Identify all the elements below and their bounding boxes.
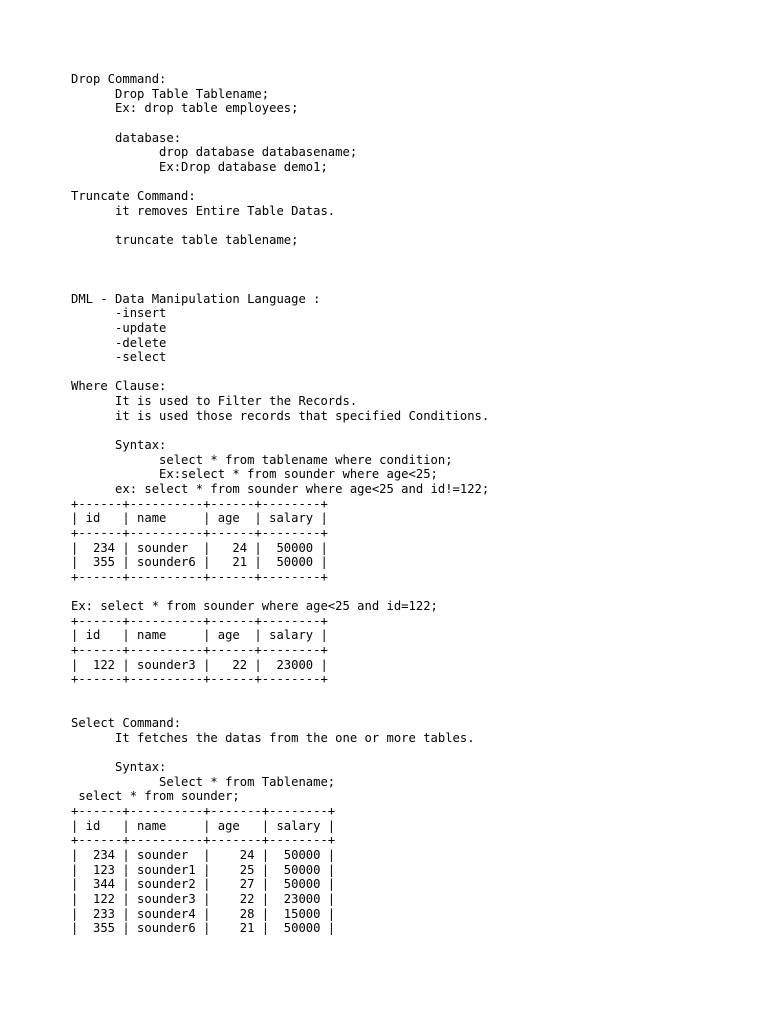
text-line: Ex:select * from sounder where age<25; xyxy=(71,467,438,482)
text-line: Ex:Drop database demo1; xyxy=(71,159,328,174)
text-line: it removes Entire Table Datas. xyxy=(71,203,336,218)
text-line: +------+----------+------+--------+ xyxy=(71,672,328,687)
text-line xyxy=(71,277,489,292)
text-line: | 234 | sounder | 24 | 50000 | xyxy=(71,540,328,555)
text-line xyxy=(71,218,489,233)
text-line: | id | name | age | salary | xyxy=(71,818,336,833)
text-line xyxy=(71,702,489,717)
text-line: select * from sounder; xyxy=(71,789,240,804)
text-line: it is used those records that specified Conditions. xyxy=(71,408,490,423)
text-line: Ex: drop table employees; xyxy=(71,101,299,116)
text-line: -select xyxy=(71,350,167,365)
text-line: Truncate Command: xyxy=(71,189,196,204)
text-line: +------+----------+------+--------+ xyxy=(71,496,328,511)
text-line xyxy=(71,116,489,131)
text-line: DML - Data Manipulation Language : xyxy=(71,291,321,306)
text-line: Syntax: xyxy=(71,438,167,453)
text-line: ex: select * from sounder where age<25 and id!=122; xyxy=(71,481,490,496)
text-line: Drop Table Tablename; xyxy=(71,86,270,101)
text-line: +------+----------+------+--------+ xyxy=(71,642,328,657)
text-line: select * from tablename where condition; xyxy=(71,452,453,467)
text-line: Select * from Tablename; xyxy=(71,774,336,789)
text-line: | 233 | sounder4 | 28 | 15000 | xyxy=(71,906,336,921)
text-line xyxy=(71,584,489,599)
text-line xyxy=(71,745,489,760)
text-line xyxy=(71,687,489,702)
text-line: +------+----------+------+--------+ xyxy=(71,569,328,584)
text-line: Where Clause: xyxy=(71,379,167,394)
text-line: database: xyxy=(71,130,182,145)
text-line: | 123 | sounder1 | 25 | 50000 | xyxy=(71,862,336,877)
text-line xyxy=(71,262,489,277)
text-line: drop database databasename; xyxy=(71,145,358,160)
text-line xyxy=(71,423,489,438)
text-line: Syntax: xyxy=(71,760,167,775)
text-line: | 355 | sounder6 | 21 | 50000 | xyxy=(71,555,328,570)
text-line: +------+----------+-------+--------+ xyxy=(71,804,336,819)
text-line: | 344 | sounder2 | 27 | 50000 | xyxy=(71,877,336,892)
text-line: truncate table tablename; xyxy=(71,233,299,248)
text-line: Select Command: xyxy=(71,716,182,731)
text-line: Drop Command: xyxy=(71,72,167,86)
text-line: | 355 | sounder6 | 21 | 50000 | xyxy=(71,921,336,936)
text-line: It fetches the datas from the one or more tables. xyxy=(71,730,475,745)
text-line: | id | name | age | salary | xyxy=(71,628,328,643)
text-line: | 122 | sounder3 | 22 | 23000 | xyxy=(71,657,328,672)
text-line: -update xyxy=(71,320,167,335)
text-line: +------+----------+------+--------+ xyxy=(71,525,328,540)
text-line: -insert xyxy=(71,306,167,321)
text-line: +------+----------+------+--------+ xyxy=(71,613,328,628)
text-line xyxy=(71,248,489,263)
text-line: +------+----------+-------+--------+ xyxy=(71,833,336,848)
text-line: Ex: select * from sounder where age<25 and id=122; xyxy=(71,599,438,614)
text-line: | 234 | sounder | 24 | 50000 | xyxy=(71,847,336,862)
text-line xyxy=(71,365,489,380)
document-body xyxy=(71,72,489,936)
text-line xyxy=(71,174,489,189)
text-line: It is used to Filter the Records. xyxy=(71,394,358,409)
text-line: | id | name | age | salary | xyxy=(71,511,328,526)
text-line: -delete xyxy=(71,335,167,350)
text-line: | 122 | sounder3 | 22 | 23000 | xyxy=(71,891,336,906)
